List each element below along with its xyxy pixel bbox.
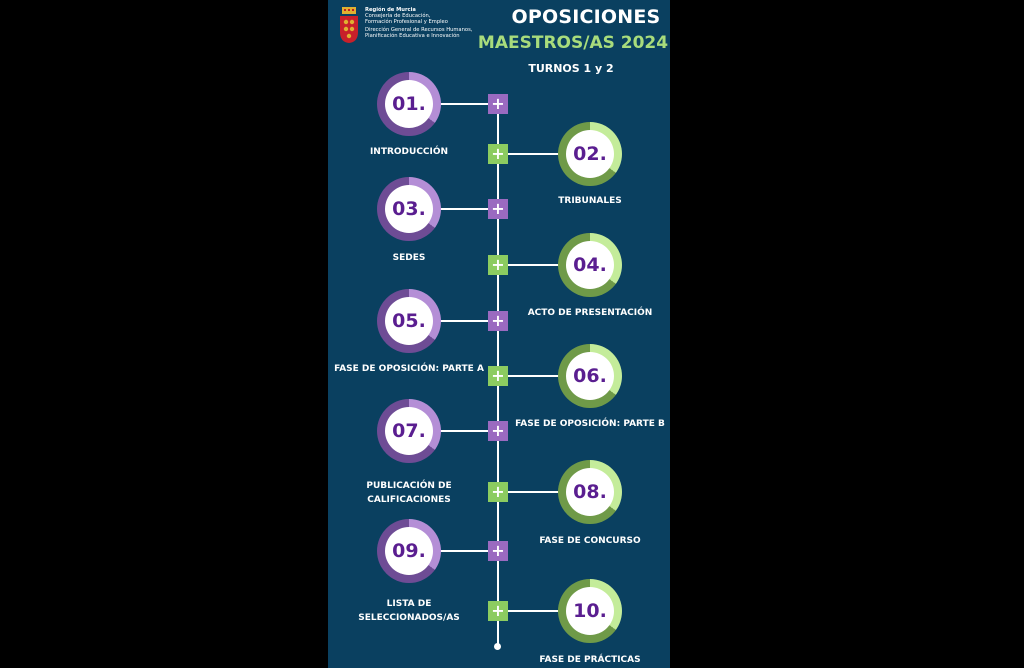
step-6-circle[interactable] — [558, 344, 622, 408]
plus-icon: + — [491, 601, 505, 620]
expand-step-9-button[interactable] — [488, 541, 508, 561]
step-2-circle[interactable] — [558, 122, 622, 186]
step-4-circle[interactable] — [558, 233, 622, 297]
institution-text: Región de Murcia Consejería de Educación, Formación Profesional y Empleo Dirección General de Recursos Humanos, Planificación Educativa e Innovación — [365, 7, 473, 39]
expand-step-10-button[interactable] — [488, 601, 508, 621]
expand-step-8-button[interactable] — [488, 482, 508, 502]
plus-icon: + — [491, 144, 505, 163]
page-subtitle: MAESTROS/AS 2024 — [477, 33, 669, 53]
expand-step-2-button[interactable] — [488, 144, 508, 164]
region-coat-of-arms-icon — [338, 6, 360, 44]
step-1-label: INTRODUCCIÓN — [369, 147, 449, 157]
step-10-circle[interactable] — [558, 579, 622, 643]
step-2-label: TRIBUNALES — [558, 196, 622, 206]
step-number: 01. — [385, 80, 433, 128]
plus-icon: + — [491, 94, 505, 113]
step-number: 06. — [566, 352, 614, 400]
step-5-circle[interactable] — [377, 289, 441, 353]
expand-step-7-button[interactable] — [488, 421, 508, 441]
expand-step-5-button[interactable] — [488, 311, 508, 331]
plus-icon: + — [491, 541, 505, 560]
step-5-label: FASE DE OPOSICIÓN: PARTE A — [334, 364, 484, 374]
step-7-label: PUBLICACIÓN DE CALIFICACIONES — [366, 481, 452, 505]
expand-step-4-button[interactable] — [488, 255, 508, 275]
step-number: 07. — [385, 407, 433, 455]
step-number: 08. — [566, 468, 614, 516]
step-3-circle[interactable] — [377, 177, 441, 241]
step-number: 09. — [385, 527, 433, 575]
turnos-label: TURNOS 1 y 2 — [528, 62, 614, 75]
plus-icon: + — [491, 482, 505, 501]
expand-step-1-button[interactable] — [488, 94, 508, 114]
infographic-panel — [328, 0, 670, 668]
step-6-label: FASE DE OPOSICIÓN: PARTE B — [515, 419, 665, 429]
plus-icon: + — [491, 311, 505, 330]
step-8-circle[interactable] — [558, 460, 622, 524]
step-4-label: ACTO DE PRESENTACIÓN — [527, 308, 653, 318]
page-title: OPOSICIONES — [511, 6, 661, 28]
step-number: 03. — [385, 185, 433, 233]
step-10-label: FASE DE PRÁCTICAS — [539, 655, 641, 665]
plus-icon: + — [491, 421, 505, 440]
step-number: 05. — [385, 297, 433, 345]
expand-step-3-button[interactable] — [488, 199, 508, 219]
step-3-label: SEDES — [392, 253, 426, 263]
plus-icon: + — [491, 199, 505, 218]
step-number: 02. — [566, 130, 614, 178]
step-number: 10. — [566, 587, 614, 635]
plus-icon: + — [491, 255, 505, 274]
step-7-circle[interactable] — [377, 399, 441, 463]
step-number: 04. — [566, 241, 614, 289]
plus-icon: + — [491, 366, 505, 385]
step-1-circle[interactable] — [377, 72, 441, 136]
step-9-label: LISTA DE SELECCIONADOS/AS — [358, 599, 460, 623]
expand-step-6-button[interactable] — [488, 366, 508, 386]
step-8-label: FASE DE CONCURSO — [539, 536, 641, 546]
step-9-circle[interactable] — [377, 519, 441, 583]
timeline-end-dot — [494, 643, 501, 650]
